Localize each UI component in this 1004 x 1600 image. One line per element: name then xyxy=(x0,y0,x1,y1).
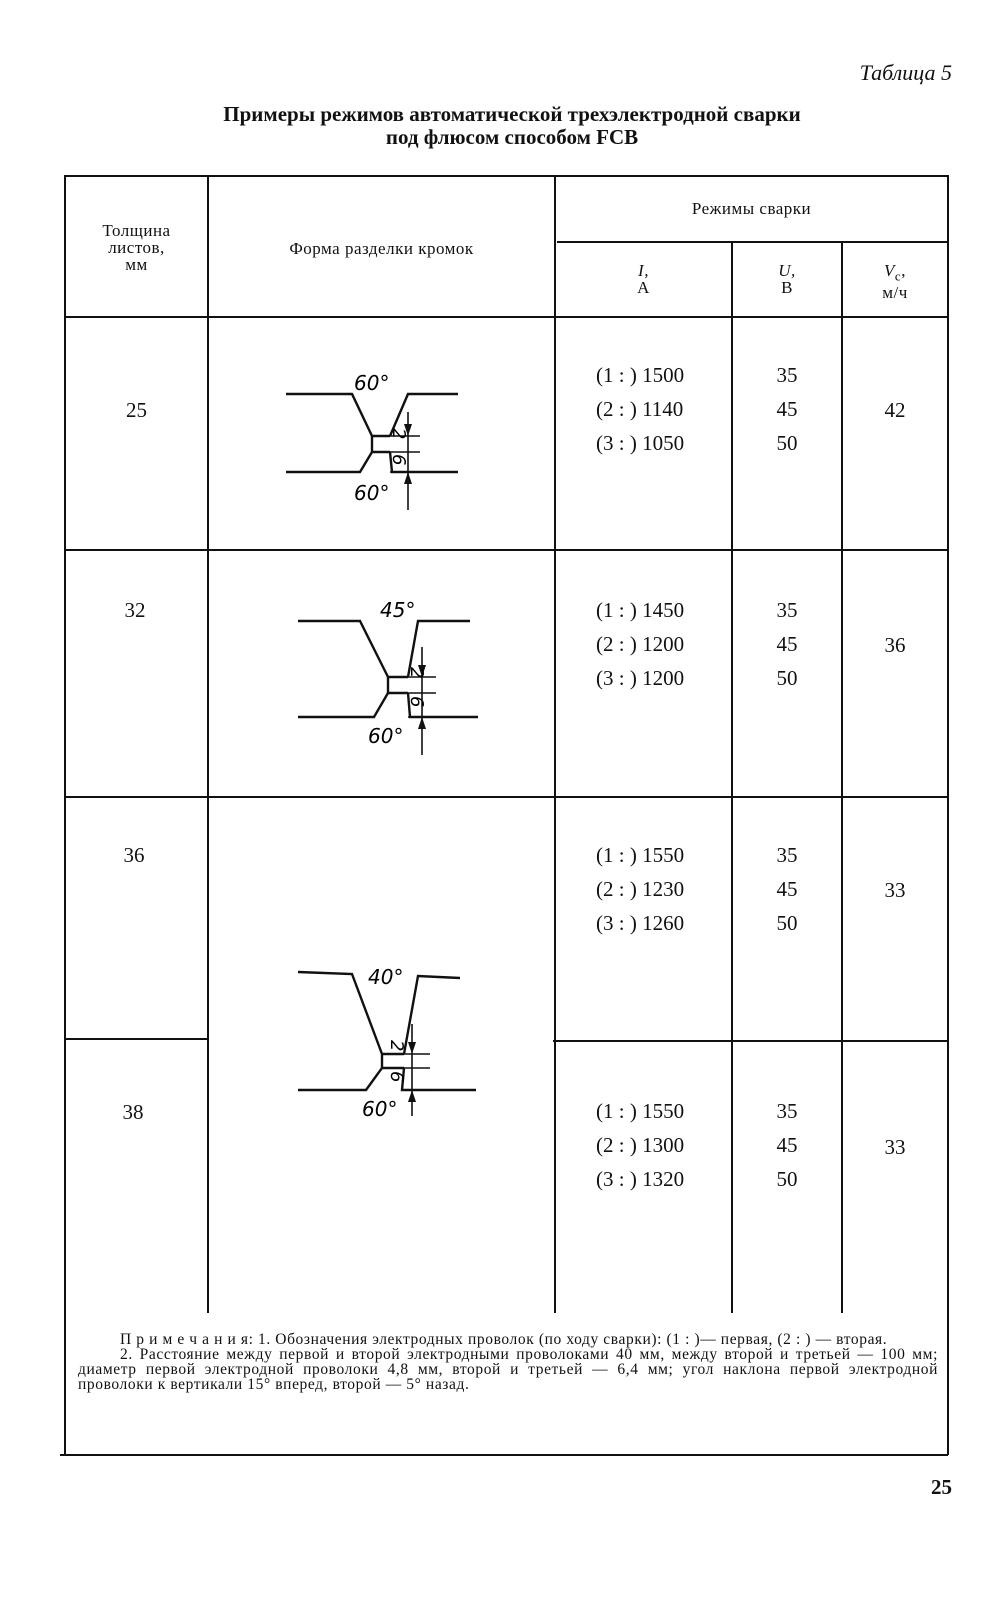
row2-current-1: (1 : ) 1450 xyxy=(596,598,685,622)
note-2: 2. Расстояние между первой и второй электродными проволоками 40 мм, между второй и третьей — 100 мм; диаметр первой электродной проволоки 4,8 мм, второй и третьей — 6,4 мм; угол наклона первой электродной проволоки к вертикали 15° вперед, второй — 5° назад. xyxy=(78,1346,938,1393)
d3-arrow-down xyxy=(408,1042,416,1054)
header-voltage-sym: U, xyxy=(778,261,796,280)
row3-left-bottom-line xyxy=(66,1038,208,1040)
row2-voltage-3: 50 xyxy=(776,666,798,690)
row1-current-2: (2 : ) 1140 xyxy=(596,397,684,421)
row2-voltages xyxy=(733,593,841,695)
row1-bottom-line xyxy=(64,549,949,551)
header-thickness-l3: мм xyxy=(125,255,148,274)
row3-voltage-3: 50 xyxy=(776,911,798,935)
header-modes: Режимы сварки xyxy=(691,199,812,218)
d2-dim-bottom: 6 xyxy=(406,696,427,708)
row2-speed: 36 xyxy=(884,633,906,657)
table-bottom-border xyxy=(60,1454,948,1456)
d3-bottom-angle: 60° xyxy=(362,1097,398,1121)
d2-lower-plate-left xyxy=(298,693,388,717)
header-split-line xyxy=(557,241,949,243)
joint-diagram-3 xyxy=(290,960,490,1125)
row2-currents xyxy=(596,593,684,695)
header-bottom-line xyxy=(66,316,949,318)
page-number: 25 xyxy=(931,1475,952,1499)
row1-voltage-2: 45 xyxy=(776,397,798,421)
joint-diagram-2 xyxy=(290,595,490,760)
row3-current-2: (2 : ) 1230 xyxy=(596,877,685,901)
row2-voltage-2: 45 xyxy=(776,632,798,656)
d3-lower-plate-right xyxy=(402,1068,476,1090)
row2-current-2: (2 : ) 1200 xyxy=(596,632,685,656)
row4-current-2: (2 : ) 1300 xyxy=(596,1133,685,1157)
table-left-border xyxy=(64,175,66,1455)
row1-speed: 42 xyxy=(884,398,906,422)
d2-top-angle: 45° xyxy=(380,598,416,622)
d3-dim-bottom: 6 xyxy=(386,1071,407,1083)
header-current-unit: А xyxy=(637,278,650,297)
note-1: П р и м е ч а н и я: 1. Обозначения электродных проволок (по ходу сварки): (1 : )— первая, (2 : ) — вторая. xyxy=(120,1331,888,1348)
header-voltage xyxy=(733,262,841,296)
table-right-border xyxy=(947,175,949,1455)
row4-current-3: (3 : ) 1320 xyxy=(596,1167,685,1191)
row4-currents xyxy=(596,1094,684,1196)
table-title-line1: Примеры режимов автоматической трехэлектродной сварки xyxy=(223,102,801,126)
col2-divider xyxy=(554,177,556,1313)
notes xyxy=(78,1332,938,1392)
d2-dim-top: 2 xyxy=(406,667,427,679)
header-thickness xyxy=(66,222,207,273)
d1-lower-plate-left xyxy=(286,452,372,472)
row1-voltage-3: 50 xyxy=(776,431,798,455)
d1-upper-plate-left xyxy=(286,394,372,436)
header-speed-unit: м/ч xyxy=(882,283,908,303)
row3-thickness: 36 xyxy=(123,843,145,867)
row2-thickness: 32 xyxy=(124,598,146,622)
row3-right-bottom-line xyxy=(553,1040,948,1042)
d1-dim-bottom: 6 xyxy=(388,454,409,466)
row3-currents xyxy=(596,838,684,940)
row3-voltage-1: 35 xyxy=(776,843,798,867)
row3-current-3: (3 : ) 1260 xyxy=(596,911,685,935)
row1-currents xyxy=(596,358,684,460)
d3-dim-top: 2 xyxy=(386,1040,407,1052)
header-speed-comma: , xyxy=(901,261,906,280)
header-thickness-l1: Толщина xyxy=(102,221,171,240)
row1-current-3: (3 : ) 1050 xyxy=(596,431,685,455)
row1-current-1: (1 : ) 1500 xyxy=(596,363,685,387)
row4-thickness: 38 xyxy=(122,1100,144,1124)
header-shape: Форма разделки кромок xyxy=(289,239,474,258)
row1-voltage-1: 35 xyxy=(776,363,798,387)
header-voltage-unit: В xyxy=(781,278,793,297)
col1-divider xyxy=(207,177,209,1313)
d3-lower-plate-left xyxy=(298,1068,382,1090)
header-speed-sym-row xyxy=(843,262,947,284)
d1-arrow-up xyxy=(404,472,412,484)
row4-voltage-3: 50 xyxy=(776,1167,798,1191)
d1-dim-top: 2 xyxy=(388,428,409,440)
header-thickness-l2: листов, xyxy=(108,238,165,257)
table-label: Таблица 5 xyxy=(859,60,952,85)
row4-voltages xyxy=(733,1094,841,1196)
header-speed xyxy=(843,262,947,301)
row4-voltage-1: 35 xyxy=(776,1099,798,1123)
d2-bottom-angle: 60° xyxy=(368,724,404,748)
d2-arrow-up xyxy=(418,717,426,729)
row2-voltage-1: 35 xyxy=(776,598,798,622)
row2-current-3: (3 : ) 1200 xyxy=(596,666,685,690)
d3-top-angle: 40° xyxy=(368,965,404,989)
row3-voltages xyxy=(733,838,841,940)
row3-voltage-2: 45 xyxy=(776,877,798,901)
table-top-border xyxy=(64,175,949,177)
row3-current-1: (1 : ) 1550 xyxy=(596,843,685,867)
d1-bottom-angle: 60° xyxy=(354,481,390,505)
row2-bottom-line xyxy=(64,796,949,798)
d2-upper-plate-left xyxy=(298,621,388,677)
row4-current-1: (1 : ) 1550 xyxy=(596,1099,685,1123)
row4-speed: 33 xyxy=(884,1135,906,1159)
d3-arrow-up xyxy=(408,1090,416,1102)
row1-thickness: 25 xyxy=(126,398,147,422)
header-speed-sym: V xyxy=(884,261,895,280)
header-current-sym: I, xyxy=(638,261,649,280)
row3-speed: 33 xyxy=(884,878,906,902)
header-speed-sub: c xyxy=(894,268,902,284)
table-title-line2: под флюсом способом FCB xyxy=(385,125,639,149)
joint-diagram-1 xyxy=(280,360,470,520)
header-current xyxy=(556,262,731,296)
row4-voltage-2: 45 xyxy=(776,1133,798,1157)
row1-voltages xyxy=(733,358,841,460)
d1-top-angle: 60° xyxy=(354,371,390,395)
